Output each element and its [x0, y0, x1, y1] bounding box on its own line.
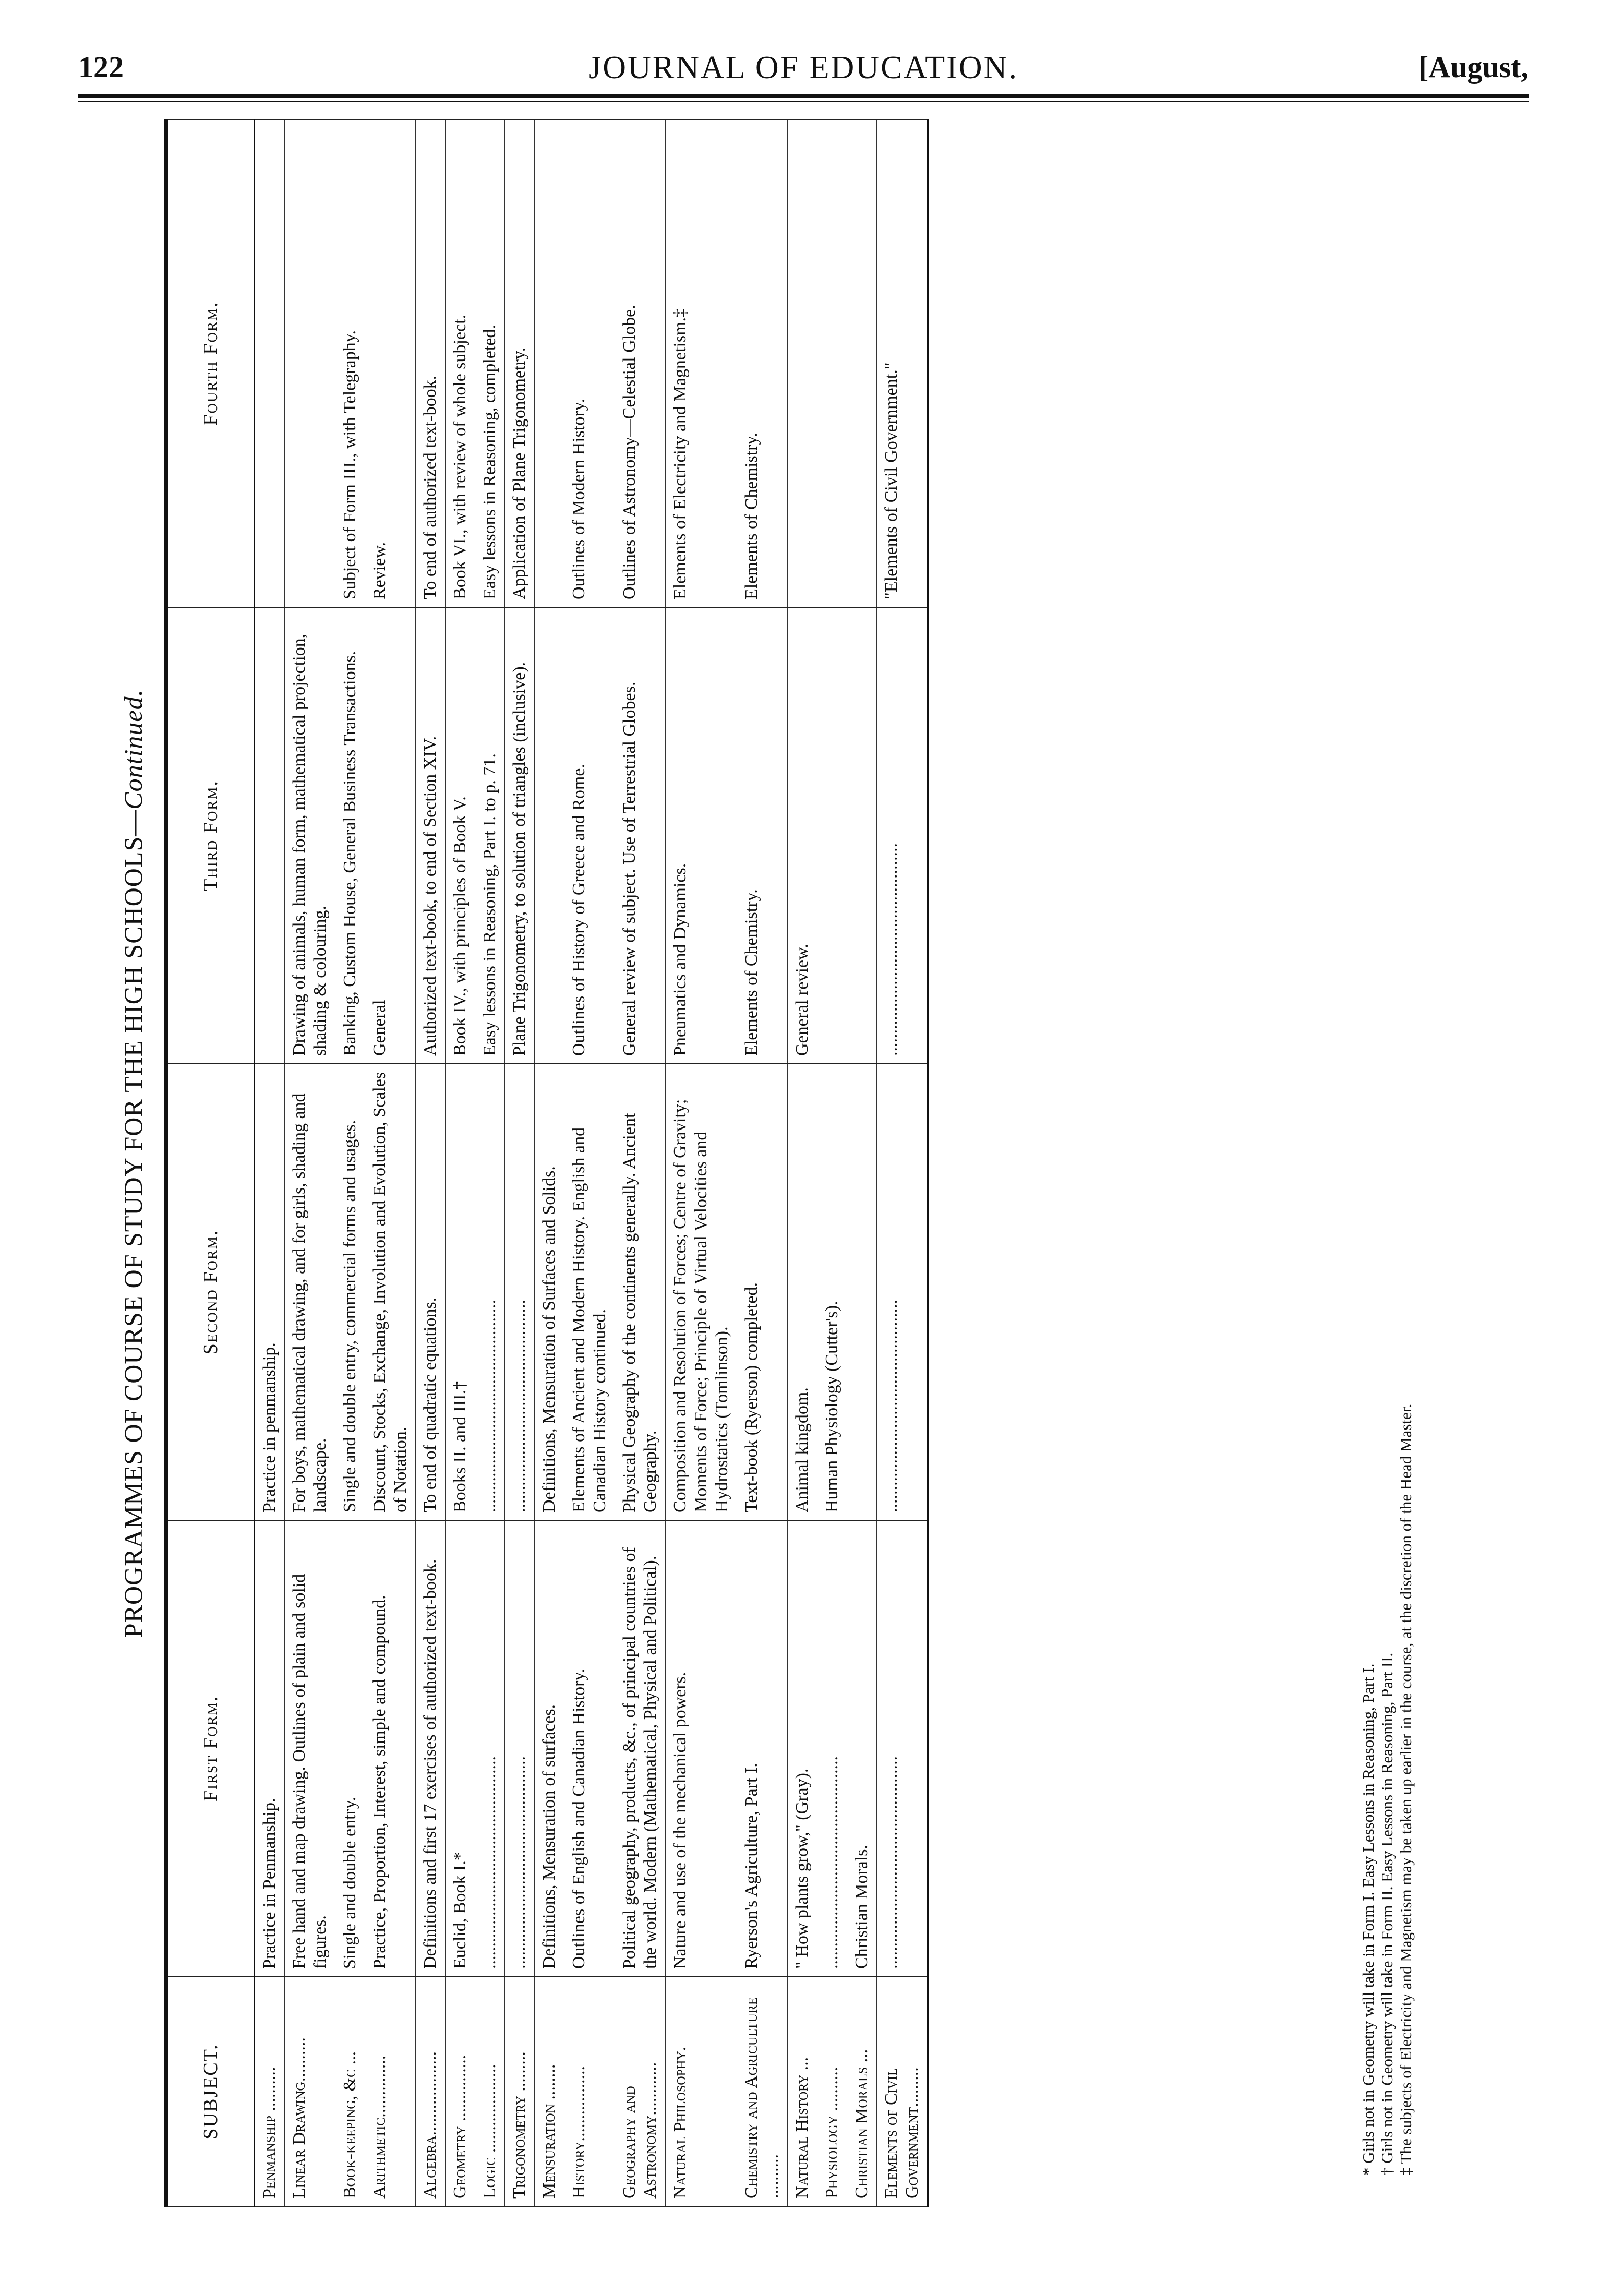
cell-fourth: Subject of Form III., with Telegraphy.: [335, 119, 365, 607]
cell-second: ................................................: [505, 1064, 535, 1520]
cell-third: Pneumatics and Dynamics.: [666, 607, 737, 1064]
cell-third: Banking, Custom House, General Business Transactions.: [335, 607, 365, 1064]
header-rule-thin: [78, 101, 1529, 102]
cell-first: Ryerson's Agriculture, Part I.: [737, 1520, 788, 1977]
cell-subject: Physiology ..........: [817, 1977, 847, 2206]
footnote: † Girls not in Geometry will take in Form II. Easy Lessons in Reasoning, Part II.: [1378, 1652, 1396, 2176]
table-header-row: [166, 119, 255, 2206]
cell-subject: Book-keeping, &c ...: [335, 1977, 365, 2206]
table-title-main: PROGRAMMES OF COURSE OF STUDY FOR THE HIGH SCHOOLS—: [118, 809, 148, 1638]
table-row: [666, 119, 737, 2206]
cell-second: Practice in penmanship.: [255, 1064, 285, 1520]
issue-month: [August,: [1418, 50, 1529, 84]
cell-fourth: Book VI., with review of whole subject.: [446, 119, 475, 607]
cell-second: Animal kingdom.: [788, 1064, 817, 1520]
cell-second: [847, 1064, 877, 1520]
cell-subject: Mensuration ........: [535, 1977, 564, 2206]
cell-fourth: [788, 119, 817, 607]
cell-subject: Geography and Astronomy............: [615, 1977, 666, 2206]
footnote: * Girls not in Geometry will take in Form I. Easy Lessons in Reasoning, Part I.: [1359, 1663, 1377, 2176]
cell-second: Physical Geography of the continents generally. Ancient Geography.: [615, 1064, 666, 1520]
cell-fourth: Outlines of Modern History.: [564, 119, 615, 607]
cell-third: Plane Trigonometry, to solution of triangles (inclusive).: [505, 607, 535, 1064]
page-number: 122: [78, 50, 124, 84]
cell-subject: Linear Drawing..........: [285, 1977, 335, 2206]
cell-second: Discount, Stocks, Exchange, Involution and Evolution, Scales of Notation.: [365, 1064, 416, 1520]
cell-third: Book IV., with principles of Book V.: [446, 607, 475, 1064]
cell-subject: Natural Philosophy.: [666, 1977, 737, 2206]
cell-second: ................................................: [877, 1064, 928, 1520]
cell-subject: History.................: [564, 1977, 615, 2206]
cell-subject: Christian Morals ...: [847, 1977, 877, 2206]
cell-subject: Chemistry and Agriculture ..........: [737, 1977, 788, 2206]
cell-fourth: Review.: [365, 119, 416, 607]
cell-third: General review.: [788, 607, 817, 1064]
cell-fourth: [285, 119, 335, 607]
cell-fourth: Outlines of Astronomy—Celestial Globe.: [615, 119, 666, 607]
cell-fourth: To end of authorized text-book.: [416, 119, 446, 607]
cell-second: ................................................: [475, 1064, 505, 1520]
table-row: [847, 119, 877, 2206]
table-row: [788, 119, 817, 2206]
table-row: [285, 119, 335, 2206]
cell-third: Easy lessons in Reasoning, Part I. to p. 71.: [475, 607, 505, 1064]
cell-fourth: "Elements of Civil Government.": [877, 119, 928, 607]
cell-fourth: Elements of Chemistry.: [737, 119, 788, 607]
table-row: [535, 119, 564, 2206]
column-header-subject: SUBJECT.: [166, 1977, 255, 2206]
cell-third: [817, 607, 847, 1064]
cell-first: Definitions and first 17 exercises of authorized text-book.: [416, 1520, 446, 1977]
table-row: [564, 119, 615, 2206]
cell-first: Political geography, products, &c., of principal countries of the world. Modern (Mathematical, Physical and Political).: [615, 1520, 666, 1977]
column-header-third-form: Third Form.: [166, 607, 255, 1064]
cell-subject: Elements of Civil Government.........: [877, 1977, 928, 2206]
cell-second: Human Physiology (Cutter's).: [817, 1064, 847, 1520]
cell-first: Free hand and map drawing. Outlines of plain and solid figures.: [285, 1520, 335, 1977]
column-header-second-form: Second Form.: [166, 1064, 255, 1520]
cell-second: Elements of Ancient and Modern History. English and Canadian History continued.: [564, 1064, 615, 1520]
cell-fourth: Easy lessons in Reasoning, completed.: [475, 119, 505, 607]
table-row: [817, 119, 847, 2206]
cell-first: " How plants grow," (Gray).: [788, 1520, 817, 1977]
cell-subject: Algebra...................: [416, 1977, 446, 2206]
cell-third: Elements of Chemistry.: [737, 607, 788, 1064]
cell-third: [255, 607, 285, 1064]
cell-subject: Penmanship ..........: [255, 1977, 285, 2206]
table-title-continued: Continued.: [118, 689, 148, 810]
cell-first: ................................................: [505, 1520, 535, 1977]
table-row: [416, 119, 446, 2206]
cell-second: To end of quadratic equations.: [416, 1064, 446, 1520]
cell-second: Composition and Resolution of Forces; Centre of Gravity; Moments of Force; Principle of Virtual Velocities and Hydrostatics (Tomlinson).: [666, 1064, 737, 1520]
cell-subject: Trigonometry .........: [505, 1977, 535, 2206]
rotated-programme-table: [104, 120, 1461, 2207]
table-row: [365, 119, 416, 2206]
cell-subject: Arithmetic..............: [365, 1977, 416, 2206]
table-row: [255, 119, 285, 2206]
cell-first: Practice, Proportion, Interest, simple and compound.: [365, 1520, 416, 1977]
table-row: [335, 119, 365, 2206]
cell-third: Authorized text-book, to end of Section XIV.: [416, 607, 446, 1064]
table-row: [446, 119, 475, 2206]
cell-second: For boys, mathematical drawing, and for girls, shading and landscape.: [285, 1064, 335, 1520]
cell-second: Text-book (Ryerson) completed.: [737, 1064, 788, 1520]
table-row: [737, 119, 788, 2206]
cell-first: ................................................: [475, 1520, 505, 1977]
table-row: [615, 119, 666, 2206]
cell-third: [847, 607, 877, 1064]
cell-third: General review of subject. Use of Terrestrial Globes.: [615, 607, 666, 1064]
journal-title: JOURNAL OF EDUCATION.: [588, 50, 1018, 86]
cell-fourth: [255, 119, 285, 607]
cell-first: ................................................: [817, 1520, 847, 1977]
footnotes: [1359, 141, 1415, 2176]
header-rule: [78, 94, 1529, 98]
cell-subject: Geometry ...............: [446, 1977, 475, 2206]
cell-third: ................................................: [877, 607, 928, 1064]
cell-third: [535, 607, 564, 1064]
cell-fourth: Elements of Electricity and Magnetism.‡: [666, 119, 737, 607]
cell-first: Christian Morals.: [847, 1520, 877, 1977]
cell-first: Euclid, Book I.*: [446, 1520, 475, 1977]
cell-second: Books II. and III.†: [446, 1064, 475, 1520]
cell-first: ................................................: [877, 1520, 928, 1977]
table-row: [505, 119, 535, 2206]
cell-second: Definitions, Mensuration of Surfaces and Solids.: [535, 1064, 564, 1520]
cell-third: Drawing of animals, human form, mathematical projection, shading & colouring.: [285, 607, 335, 1064]
cell-fourth: [817, 119, 847, 607]
table-row: [877, 119, 928, 2206]
cell-first: Practice in Penmanship.: [255, 1520, 285, 1977]
cell-first: Nature and use of the mechanical powers.: [666, 1520, 737, 1977]
cell-subject: Logic ....................: [475, 1977, 505, 2206]
course-of-study-table: [164, 119, 929, 2207]
table-title: [104, 120, 162, 2207]
cell-second: Single and double entry, commercial forms and usages.: [335, 1064, 365, 1520]
cell-first: Outlines of English and Canadian History.: [564, 1520, 615, 1977]
cell-third: General: [365, 607, 416, 1064]
column-header-first-form: First Form.: [166, 1520, 255, 1977]
cell-fourth: [535, 119, 564, 607]
footnote: ‡ The subjects of Electricity and Magnetism may be taken up earlier in the course, at the discretion of the Head Master.: [1397, 1403, 1415, 2176]
cell-first: Definitions, Mensuration of surfaces.: [535, 1520, 564, 1977]
cell-first: Single and double entry.: [335, 1520, 365, 1977]
cell-subject: Natural History ...: [788, 1977, 817, 2206]
table-body: [255, 119, 928, 2206]
cell-fourth: Application of Plane Trigonometry.: [505, 119, 535, 607]
table-row: [475, 119, 505, 2206]
column-header-fourth-form: Fourth Form.: [166, 119, 255, 607]
cell-fourth: [847, 119, 877, 607]
cell-third: Outlines of History of Greece and Rome.: [564, 607, 615, 1064]
